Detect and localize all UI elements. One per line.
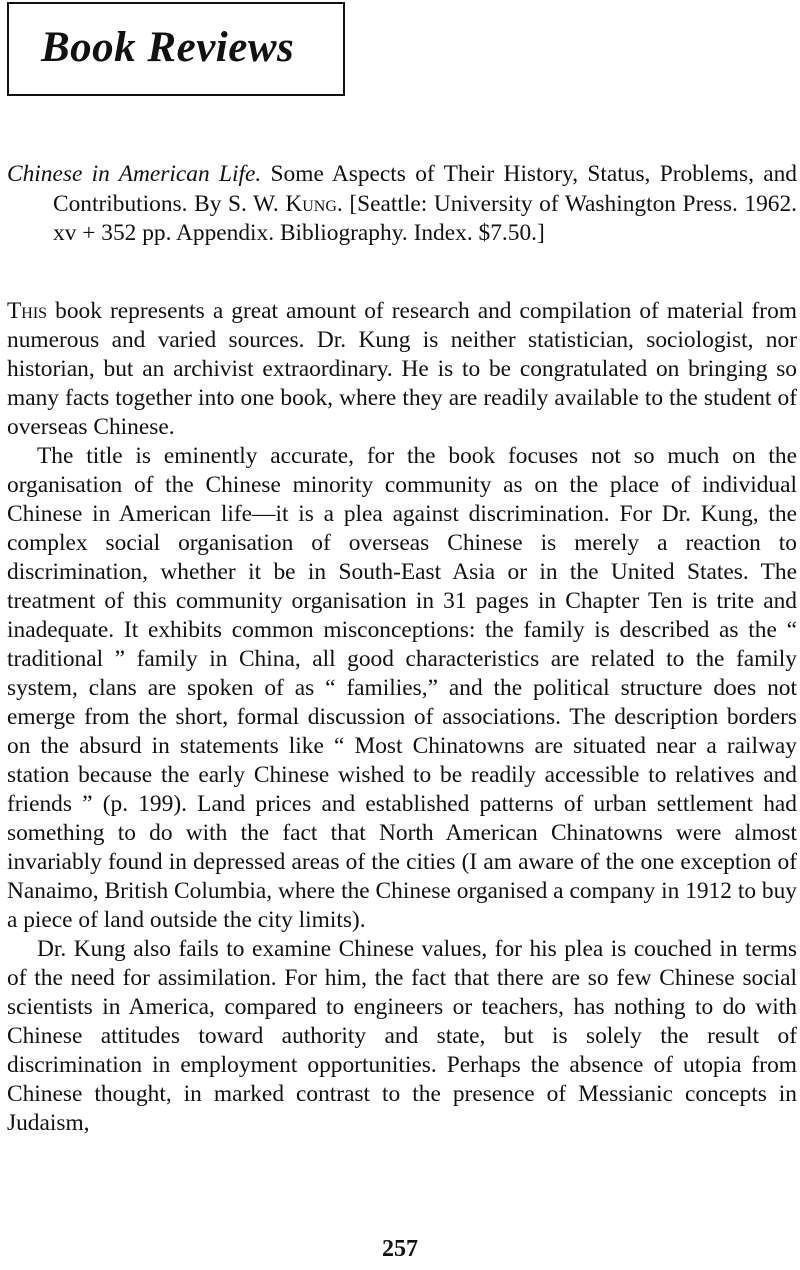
paragraph-3: Dr. Kung also fails to examine Chinese values, for his plea is couched in terms of the need for assimilation. For him, the fact that there are so few Chinese social scientists in America, compared to engineers or teachers, has nothing to do with Chinese attitudes toward authority and state, but is solely the result of discrimination in employment opportunities. Perhaps the absence of utopia from Chinese thought, in marked contrast to the presence of Messianic concepts in Judaism, [7,936,797,1136]
author-surname: Kung [285,190,337,217]
book-title: Chinese in American Life. [7,161,262,187]
citation-subtitle: Some Aspects of Their History, Status, Problems, and Contributions. By S. W. [53,161,797,217]
book-citation [7,160,797,249]
paragraph-1-text: book represents a great amount of research and compilation of material from numerous and varied sources. Dr. Kung is neither statistician, sociologist, nor historian, but an archivist extraordinary. He is to be congratulated on bringing so many facts together into one book, where they are readily available to the student of overseas Chinese. [7,298,797,440]
paragraph-1 [7,297,797,442]
page-number: 257 [382,1236,418,1262]
section-title: Book Reviews [41,24,295,71]
paragraph-1-lead: This [7,298,48,324]
section-header-box [7,2,345,96]
review-body [7,297,797,1138]
paragraph-2: The title is eminently accurate, for the book focuses not so much on the organisation of the Chinese minority community as on the place of individual Chinese in American life—it is a plea against discrimination. For Dr. Kung, the complex social organisation of overseas Chinese is merely a reaction to discrimination, whether it be in South-East Asia or in the United States. The treatment of this community organisation in 31 pages in Chapter Ten is trite and inadequate. It exhibits common misconceptions: the family is described as the “ traditional ” family in China, all good characteristics are related to the family system, clans are spoken of as “ families,” and the political structure does not emerge from the short, formal discussion of associations. The description borders on the absurd in statements like “ Most Chinatowns are situated near a railway station because the early Chinese wished to be readily accessible to relatives and friends ” (p. 199). Land prices and established patterns of urban settlement had something to do with the fact that North American Chinatowns were almost invariably found in depressed areas of the cities (I am aware of the one exception of Nanaimo, British Columbia, where the Chinese organised a company in 1912 to buy a piece of land outside the city limits). [7,443,797,933]
publication-details: . [Seattle: University of Washington Press. 1962. xv + 352 pp. Appendix. Bibliography. Index. $7.50.] [53,190,797,246]
